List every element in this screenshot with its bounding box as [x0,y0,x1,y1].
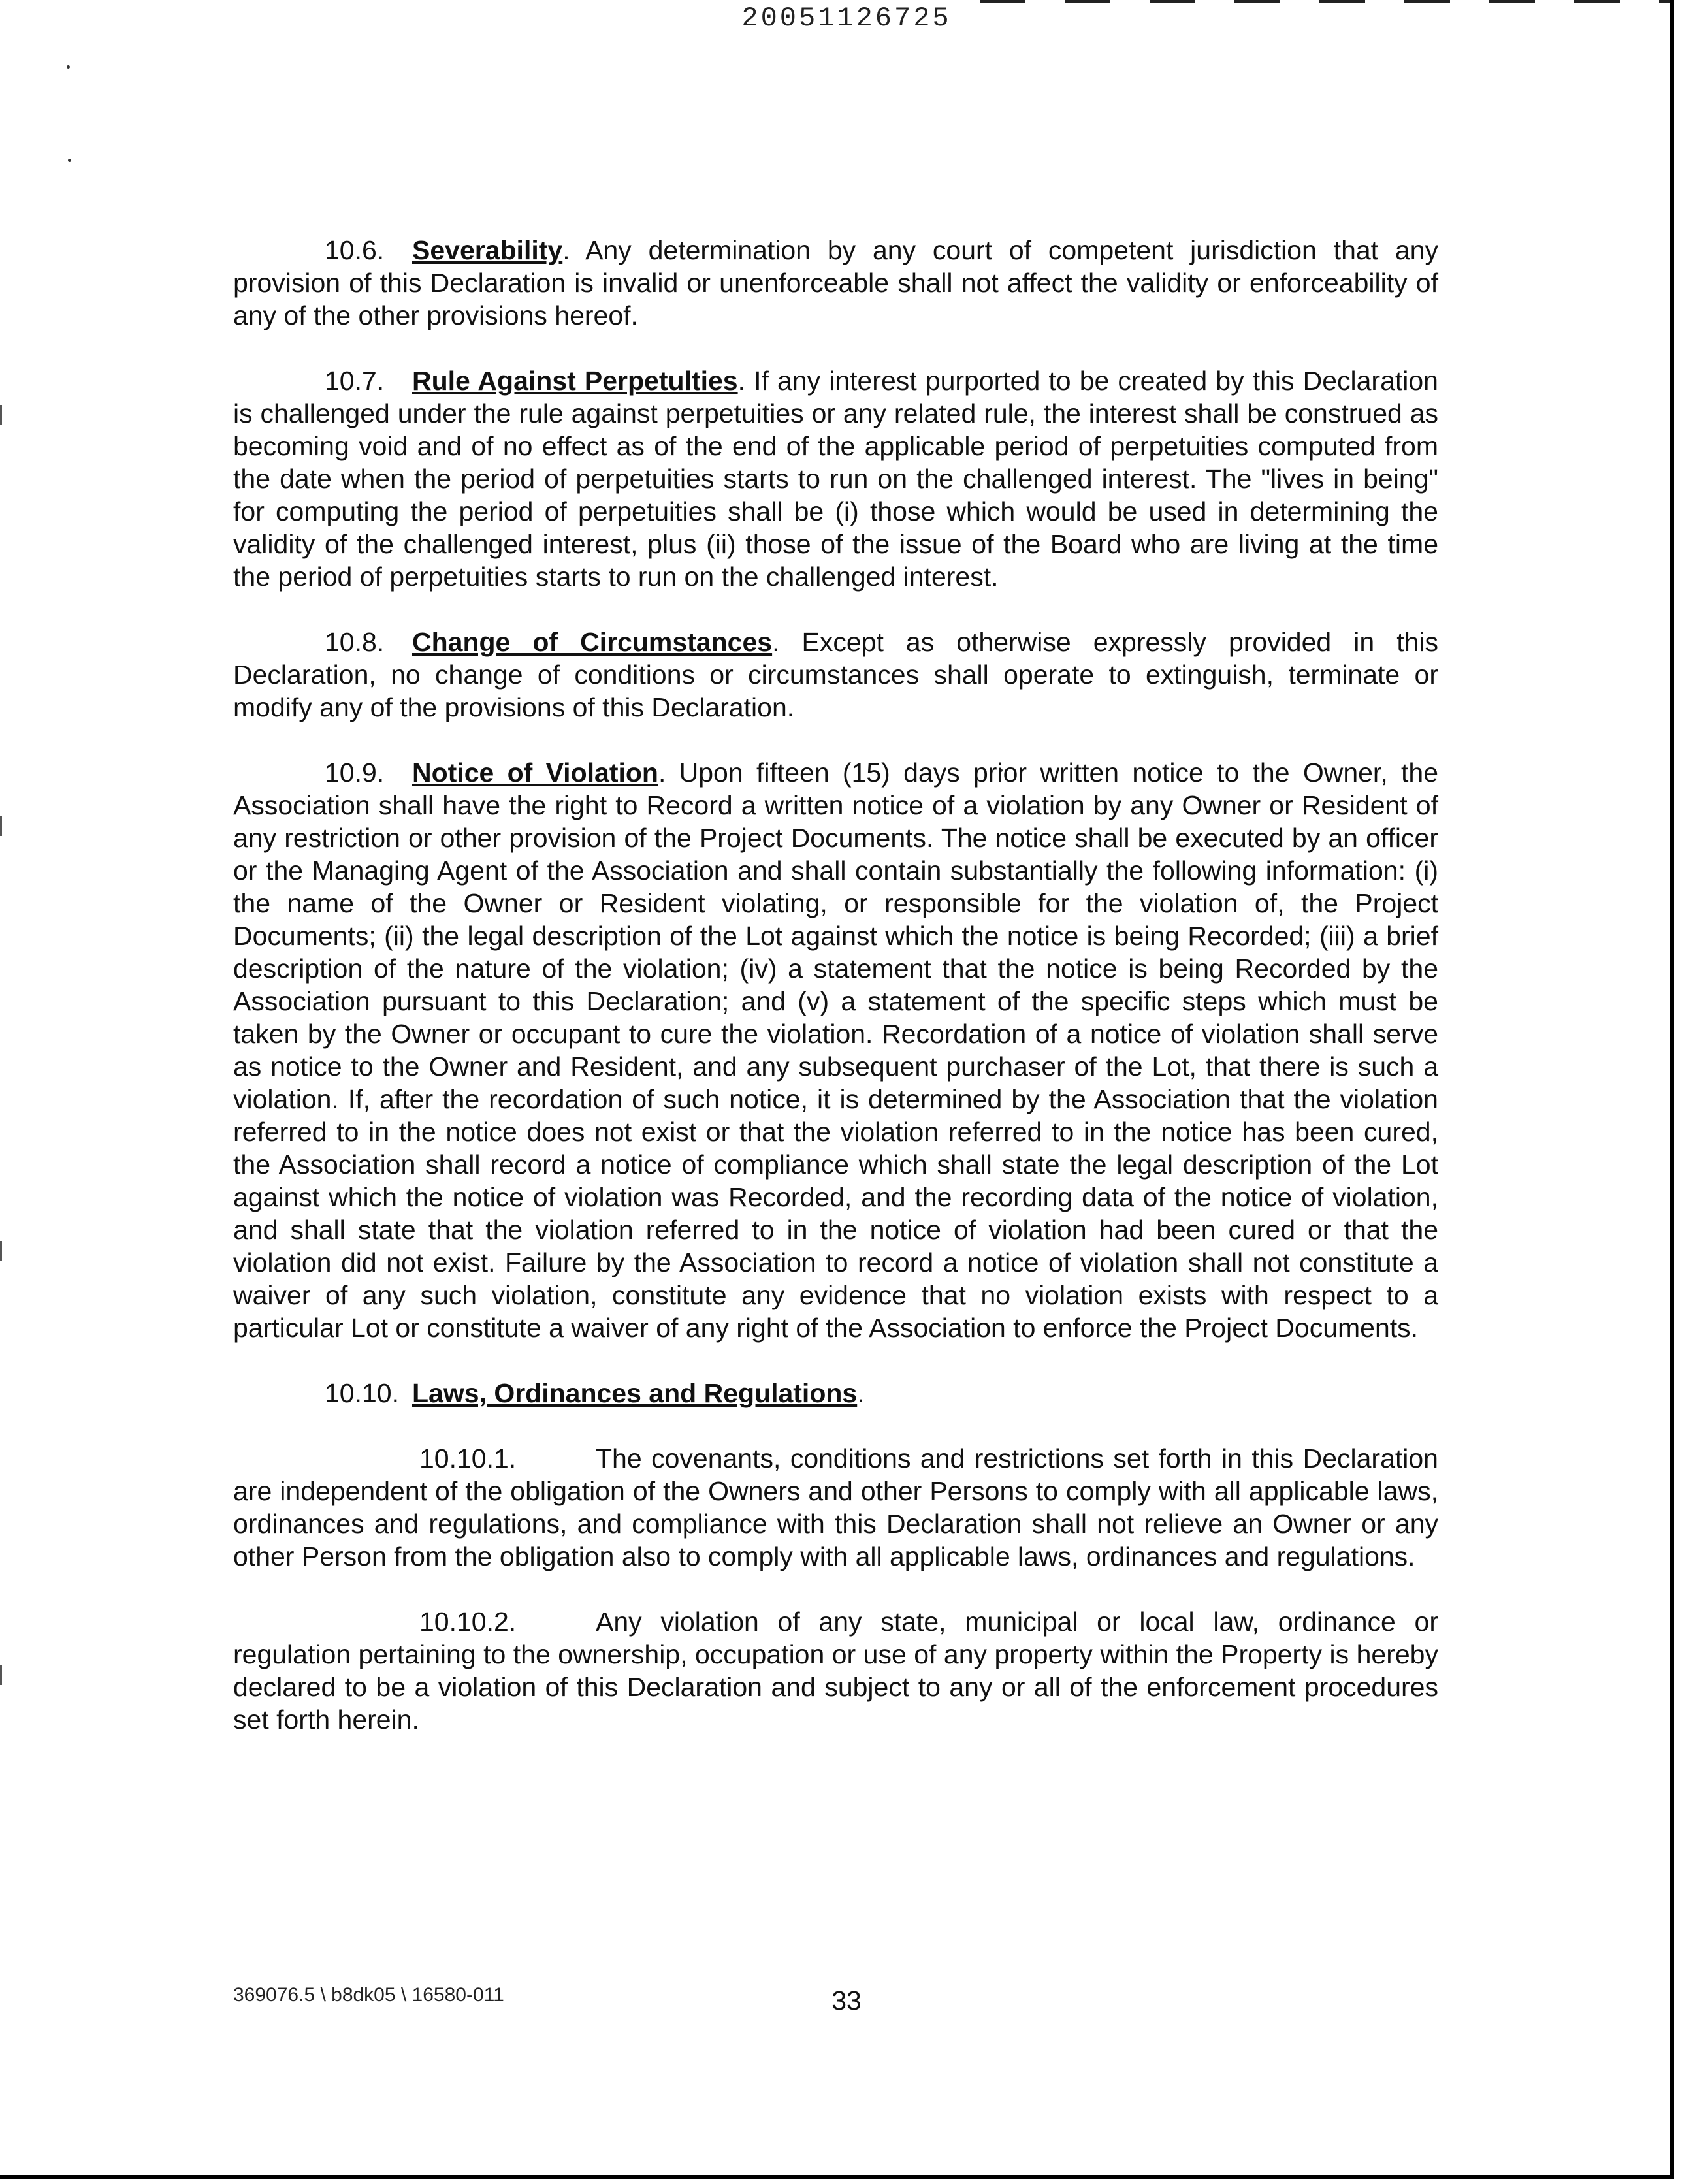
section-body: . If any interest purported to be created by this Declaration is challenged under the rule against perpetuities or any related rule, the interest shall be construed as becoming void and of no effect as of the end of the applicable period of perpetuities computed from the date when the period of perpetuities starts to run on the challenged interest. The "lives in being" for computing the period of perpetuities shall be (i) those which would be used in determining the validity of the challenged interest, plus (ii) those of the issue of the Board who are living at the time the period of perpetuities starts to run on the challenged interest. [233,366,1438,592]
section-number: 10.9. [325,758,385,788]
section-body: . Except as otherwise expressly provided in this Declaration, no change of conditions or circumstances shall operate to extinguish, terminate or modify any of the provisions of this Declaration. [233,627,1439,722]
scan-speck [68,159,71,162]
section-number: 10.8. [325,627,385,657]
scan-edge-mark [0,1241,2,1261]
section-number: 10.7. [325,366,385,396]
section-10-7 [233,364,1438,593]
section-number: 10.6. [325,235,385,265]
scan-bottom-border [0,2175,1674,2179]
section-heading: Notice of Violation [412,758,658,788]
section-10-10 [233,1377,1438,1409]
section-number: 10.10. [325,1378,399,1408]
recording-number: 20051126725 [741,3,952,34]
section-10-8 [233,626,1438,724]
page-number: 33 [831,1985,862,2015]
section-10-6 [233,234,1438,332]
section-body: . Any determination by any court of competent jurisdiction that any provision of this Declaration is invalid or unenforceable shall not affect the validity or enforceability of any of the other provisions hereof. [233,235,1438,330]
scan-right-border [1670,0,1674,2179]
subsection-body: The covenants, conditions and restrictions set forth in this Declaration are independent of the obligation of the Owners and other Persons to comply with all applicable laws, ordinances and regulations, and compliance with this Declaration shall not relieve an Owner or any other Person from the obligation also to comply with all applicable laws, ordinances and regulations. [233,1443,1438,1571]
subsection-10-10-1 [233,1442,1438,1573]
subsection-number: 10.10.2. [419,1607,517,1637]
section-body: . Upon fifteen (15) days prior written notice to the Owner, the Association shall have the right to Record a written notice of a violation by any Owner or Resident of any restriction or other provision of the Project Documents. The notice shall be executed by an officer or the Managing Agent of the Association and shall contain substantially the following information: (i) the name of the Owner or Resident violating, or responsible for the violation of, the Project Documents; (ii) the legal description of the Lot against which the notice is being Recorded; (iii) a brief description of the nature of the violation; (iv) a statement that the notice is being Recorded by the Association pursuant to this Declaration; and (v) a statement of the specific steps which must be taken by the Owner or occupant to cure the violation. Recordation of a notice of violation shall serve as notice to the Owner and Resident, and any subsequent purchaser of the Lot, that there is such a violation. If, after the recordation of such notice, it is determined by the Association that the violation referred to in the notice does not exist or that the violation referred to in the notice has been cured, the Association shall record a notice of compliance which shall state the legal description of the Lot against which the notice of violation was Recorded, and the recording data of the notice of violation, and shall state that the violation referred to in the notice of violation had been cured or that the violation did not exist. Failure by the Association to record a notice of violation shall not constitute a waiver of any such violation, constitute any evidence that no violation exists with respect to a particular Lot or constitute a waiver of any right of the Association to enforce the Project Documents. [233,758,1438,1343]
scan-edge-mark [0,816,2,836]
section-heading: Laws, Ordinances and Regulations [412,1378,858,1408]
scan-edge-mark [0,1665,2,1685]
section-heading: Change of Circumstances [412,627,773,657]
section-body: . [857,1378,865,1408]
section-heading: Rule Against Perpetulties [412,366,738,396]
section-10-9 [233,756,1438,1344]
subsection-body: Any violation of any state, municipal or local law, ordinance or regulation pertaining to the ownership, occupation or use of any property within the Property is hereby declared to be a violation of this Declaration and subject to any or all of the enforcement procedures set forth herein. [233,1607,1438,1735]
scan-edge-mark [0,405,2,425]
subsection-number: 10.10.1. [419,1443,517,1473]
footer-document-id: 369076.5 \ b8dk05 \ 16580-011 [233,1984,504,2006]
section-heading: Severability [412,235,563,265]
subsection-10-10-2 [233,1605,1438,1736]
scan-speck [67,65,70,69]
document-body [233,234,1438,1769]
